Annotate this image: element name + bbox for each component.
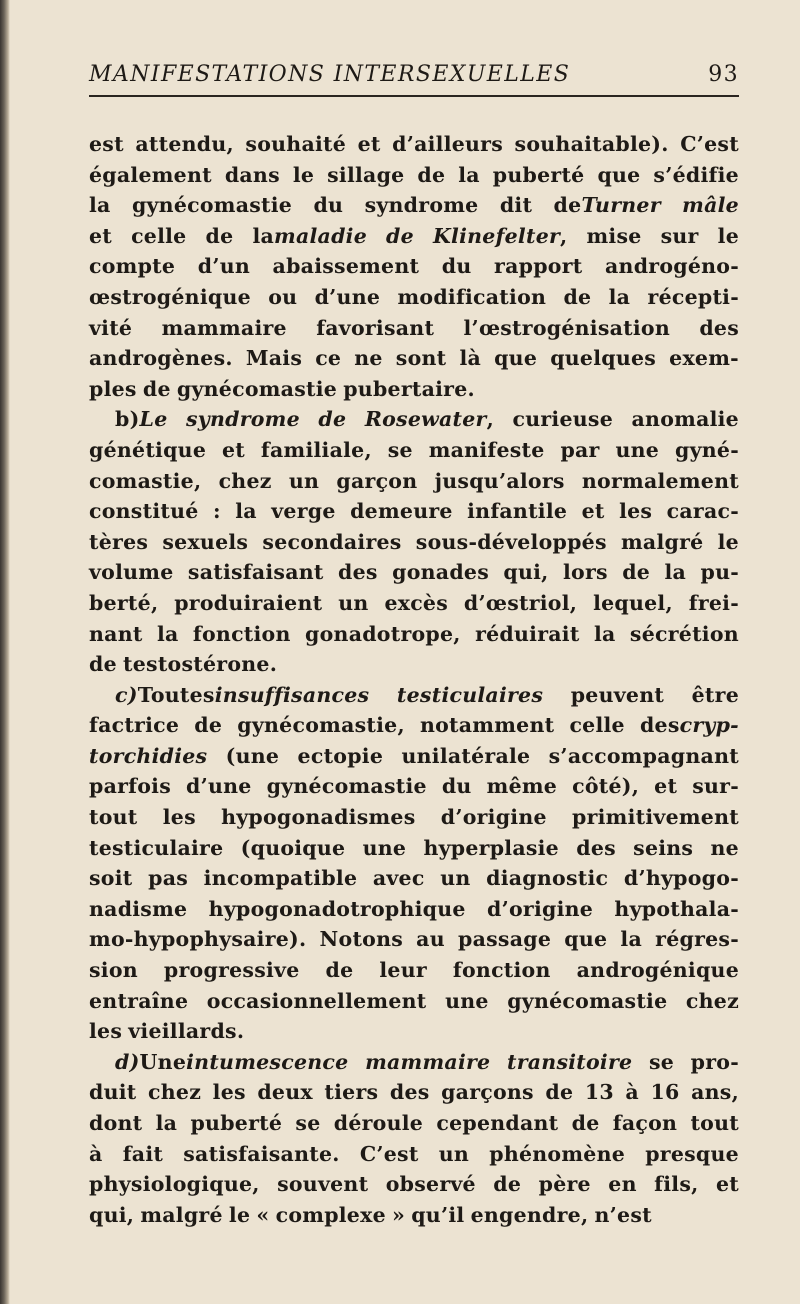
word: de	[545, 1080, 574, 1105]
word: les	[212, 1080, 246, 1105]
word: père	[538, 1172, 591, 1197]
word: deTurner	[553, 193, 661, 218]
text-line	[89, 1077, 739, 1108]
word: hypogonadotrophique	[208, 896, 466, 921]
word: curieuse	[512, 407, 614, 432]
text-line	[89, 1169, 739, 1200]
word: gynécomastie	[266, 774, 427, 799]
text-line	[89, 160, 739, 191]
word: de	[563, 284, 592, 309]
word: que	[494, 346, 538, 371]
word: syndrome	[364, 193, 479, 218]
word: gynécomastie	[131, 193, 293, 218]
word: garçons	[441, 1080, 534, 1105]
word: du	[313, 193, 344, 218]
word: récepti-	[647, 284, 739, 309]
word: manifeste	[428, 437, 545, 462]
text-line	[89, 129, 739, 160]
word: progressive	[163, 958, 300, 983]
word: seins	[633, 835, 694, 860]
word: factrice	[89, 713, 180, 738]
word: abaissement	[272, 254, 420, 279]
word: la	[664, 560, 687, 585]
word: exem-	[669, 346, 739, 371]
text-line	[89, 1200, 739, 1231]
book-page	[89, 62, 739, 1230]
word: satisfaisante.	[183, 1141, 340, 1166]
word: la	[620, 927, 642, 952]
word: Klinefelter,	[432, 223, 568, 248]
text-line	[89, 924, 739, 955]
word: puberté	[492, 162, 585, 187]
word: volume	[89, 560, 174, 585]
word: de	[194, 713, 223, 738]
word: demeure	[350, 499, 453, 524]
word: infantile	[467, 499, 568, 524]
word: des	[699, 315, 739, 340]
body-text	[89, 129, 739, 1230]
word: de	[386, 223, 414, 248]
word: chez	[148, 1080, 202, 1105]
word: s’accompagnant	[548, 743, 739, 768]
word: favorisant	[316, 315, 435, 340]
word: d’un	[197, 254, 251, 279]
text-line	[89, 771, 739, 802]
header-rule	[89, 95, 739, 97]
word: syndrome	[186, 407, 300, 432]
text-line	[89, 496, 739, 527]
word: »	[392, 1202, 406, 1227]
word: de	[622, 560, 651, 585]
word: du	[441, 254, 472, 279]
word: une	[445, 988, 489, 1013]
text-line	[89, 435, 739, 466]
word: pas	[148, 866, 189, 891]
word: un	[338, 590, 369, 615]
word: deux	[257, 1080, 313, 1105]
word: b)Le	[115, 407, 168, 432]
word: génétique	[89, 437, 207, 462]
text-line	[89, 374, 739, 405]
word: leur	[379, 958, 427, 983]
word: testostérone.	[123, 652, 278, 677]
word: diagnostic	[486, 866, 609, 891]
word: hypothala-	[614, 896, 739, 921]
word: gynécomastie,	[237, 713, 405, 738]
word: mise	[586, 223, 642, 248]
word: tout	[690, 1111, 739, 1135]
text-line	[89, 221, 739, 252]
word: d’origine	[440, 805, 547, 830]
word: hypogonadismes	[221, 805, 416, 830]
word: réduirait	[475, 621, 580, 646]
word: pro-	[690, 1049, 739, 1074]
word: testiculaires	[396, 682, 544, 707]
word: et	[222, 437, 246, 462]
word: ne	[354, 346, 383, 371]
word: la	[593, 621, 616, 646]
word: fonction	[192, 621, 291, 646]
text-line	[89, 1108, 739, 1139]
word: hyperplasie	[423, 835, 559, 860]
word: s’édifie	[653, 162, 739, 187]
word: produiraient	[174, 590, 323, 615]
word: les	[162, 805, 196, 830]
word: comastie,	[89, 468, 202, 493]
word: un	[440, 866, 471, 891]
word: nadisme	[89, 896, 188, 921]
word: qui,	[89, 1202, 135, 1227]
word: fait	[122, 1141, 164, 1166]
word: :	[212, 499, 221, 524]
word: du	[441, 774, 472, 799]
page-number: 93	[708, 62, 739, 87]
word: peuvent	[570, 682, 665, 707]
word: mammaire	[161, 315, 287, 340]
word: sécrétion	[629, 621, 739, 646]
word: tères	[89, 529, 149, 554]
word: verge	[271, 499, 336, 524]
word: le	[717, 529, 739, 554]
word: d’une	[314, 284, 381, 309]
word: secondaires	[262, 529, 402, 554]
word: vieillards.	[128, 1019, 245, 1044]
word: celle	[569, 713, 625, 738]
word: gyné-	[675, 437, 739, 462]
word: garçon	[336, 468, 418, 493]
text-line	[89, 710, 739, 741]
word: la	[89, 193, 111, 218]
word: sur	[660, 223, 699, 248]
word: par	[560, 437, 600, 462]
word: même	[486, 774, 558, 799]
text-line	[89, 466, 739, 497]
word: ectopie	[297, 743, 384, 768]
word: se	[648, 1049, 675, 1074]
text-line	[89, 588, 739, 619]
word: phénomène	[489, 1141, 626, 1166]
word: de	[571, 1111, 600, 1135]
text-line	[89, 251, 739, 282]
word: Mais	[245, 346, 303, 371]
text-line	[89, 557, 739, 588]
word: entraîne	[89, 988, 189, 1013]
word: la	[156, 621, 179, 646]
word: passage	[458, 927, 552, 952]
word: au	[416, 927, 445, 952]
word: que	[564, 927, 608, 952]
word: puberté	[190, 1111, 283, 1135]
word: être	[691, 682, 739, 707]
word: se	[295, 1111, 321, 1135]
word: torchidies	[89, 743, 208, 768]
word: modification	[397, 284, 547, 309]
text-line	[89, 863, 739, 894]
word: tout	[89, 805, 138, 830]
word: (une	[225, 743, 280, 768]
word: de	[89, 652, 117, 677]
word: rapport	[494, 254, 583, 279]
word: gynécomastie	[176, 376, 338, 401]
text-line	[89, 313, 739, 344]
text-line	[89, 282, 739, 313]
word: excès	[384, 590, 449, 615]
word: la	[608, 284, 631, 309]
word: et	[654, 774, 678, 799]
text-line	[89, 1139, 739, 1170]
word: déroule	[333, 1111, 424, 1135]
word: l’œstrogénisation	[463, 315, 670, 340]
word: malgré	[140, 1202, 223, 1227]
word: sur-	[692, 774, 739, 799]
word: dont	[89, 1111, 143, 1135]
word: de	[417, 162, 446, 187]
word: en	[608, 1172, 637, 1197]
word: côté),	[572, 774, 640, 799]
word: également	[89, 162, 212, 187]
word: souvent	[277, 1172, 369, 1197]
word: sillage	[327, 162, 405, 187]
word: pu-	[700, 560, 739, 585]
word: engendre,	[470, 1202, 589, 1227]
text-line	[89, 527, 739, 558]
word: une	[362, 835, 407, 860]
word: les	[89, 1019, 123, 1044]
word: «	[256, 1202, 270, 1227]
text-line	[89, 955, 739, 986]
word: occasionnellement	[206, 988, 427, 1013]
word: gonadotrope,	[305, 621, 461, 646]
word: presque	[645, 1141, 739, 1166]
text-line	[89, 802, 739, 833]
word: attendu,	[135, 132, 234, 156]
word: vité	[89, 315, 133, 340]
word: lors	[562, 560, 608, 585]
word: qu’il	[411, 1202, 465, 1227]
word: mammaire	[365, 1049, 491, 1074]
word: familiale,	[260, 437, 372, 462]
word: dit	[499, 193, 533, 218]
word: notamment	[419, 713, 555, 738]
word: fonction	[452, 958, 551, 983]
word: à	[89, 1141, 103, 1166]
text-line	[89, 680, 739, 711]
word: unilatérale	[401, 743, 531, 768]
word: incompatible	[203, 866, 358, 891]
word: et	[581, 499, 605, 524]
word: d’hypogo-	[623, 866, 739, 891]
word: un	[438, 1141, 470, 1166]
word: que	[597, 162, 641, 187]
word: Notons	[319, 927, 404, 952]
word: ans,	[691, 1080, 739, 1105]
word: androgénique	[576, 958, 739, 983]
word: mo-hypophysaire).	[89, 927, 307, 952]
word: fils,	[654, 1172, 699, 1197]
text-line	[89, 619, 739, 650]
word: la	[458, 162, 480, 187]
word: une	[615, 437, 660, 462]
word: C’est	[680, 132, 739, 156]
word: le	[292, 162, 315, 187]
word: testiculaire	[89, 835, 224, 860]
word: primitivement	[572, 805, 739, 830]
word: pubertaire.	[343, 376, 475, 401]
word: avec	[372, 866, 425, 891]
word: C’est	[359, 1141, 419, 1166]
word: malgré	[620, 529, 704, 554]
word: 16	[650, 1080, 680, 1105]
word: quelques	[550, 346, 657, 371]
word: androgènes.	[89, 346, 233, 371]
word: œstrogénique	[89, 284, 251, 309]
word: Rosewater,	[364, 407, 494, 432]
word: descryp-	[639, 713, 739, 738]
word: qui,	[503, 560, 549, 585]
word: observé	[385, 1172, 476, 1197]
text-line	[89, 894, 739, 925]
word: est	[89, 132, 124, 156]
text-line	[89, 986, 739, 1017]
word: nant	[89, 621, 143, 646]
word: constitué	[89, 499, 199, 524]
word: les	[619, 499, 653, 524]
word: androgéno-	[605, 254, 739, 279]
word: ou	[268, 284, 298, 309]
word: anomalie	[631, 407, 739, 432]
word: duit	[89, 1080, 137, 1105]
word: gynécomastie	[507, 988, 668, 1013]
word: des	[389, 1080, 430, 1105]
text-line	[89, 1016, 739, 1047]
word: dans	[224, 162, 280, 187]
word: un	[288, 468, 320, 493]
word: le	[717, 223, 739, 248]
word: et	[89, 223, 113, 248]
word: ce	[315, 346, 342, 371]
word: et	[357, 132, 381, 156]
word: se	[387, 437, 413, 462]
book-spine-shadow	[0, 0, 10, 1304]
word: et	[715, 1172, 739, 1197]
word: des	[338, 560, 378, 585]
word: c)Toutesinsuffisances	[115, 682, 370, 707]
word: de	[325, 958, 354, 983]
word: normalement	[581, 468, 739, 493]
word: compte	[89, 254, 176, 279]
word: celle	[131, 223, 187, 248]
word: souhaitable).	[514, 132, 669, 156]
word: tiers	[324, 1080, 379, 1105]
word: sont	[395, 346, 447, 371]
running-header	[89, 62, 739, 93]
word: gonades	[392, 560, 489, 585]
word: d’une	[186, 774, 252, 799]
word: de	[318, 407, 347, 432]
text-line	[89, 649, 739, 680]
word: sion	[89, 958, 138, 983]
word: la	[235, 499, 257, 524]
word: frei-	[688, 590, 739, 615]
word: de	[205, 223, 234, 248]
text-line	[89, 404, 739, 435]
word: n’est	[594, 1202, 652, 1227]
word: (quoique	[240, 835, 346, 860]
word: des	[576, 835, 616, 860]
running-title: MANIFESTATIONS INTERSEXUELLES	[89, 62, 571, 87]
word: sexuels	[162, 529, 249, 554]
word: sous-développés	[415, 529, 607, 554]
word: la	[155, 1111, 178, 1135]
word: cependant	[436, 1111, 559, 1135]
word: berté,	[89, 590, 159, 615]
text-line	[89, 833, 739, 864]
word: d’ailleurs	[392, 132, 504, 156]
word: là	[459, 346, 482, 371]
word: d’origine	[487, 896, 594, 921]
word: de	[142, 376, 171, 401]
word: ne	[710, 835, 739, 860]
word: jusqu’alors	[434, 468, 565, 493]
word: de	[493, 1172, 522, 1197]
word: souhaité	[245, 132, 347, 156]
text-line	[89, 741, 739, 772]
word: chez	[218, 468, 272, 493]
word: satisfaisant	[187, 560, 324, 585]
text-line	[89, 190, 739, 221]
word: 13	[584, 1080, 614, 1105]
word: soit	[89, 866, 133, 891]
word: carac-	[666, 499, 739, 524]
word: le	[228, 1202, 251, 1227]
word: ples	[89, 376, 137, 401]
word: façon	[612, 1111, 678, 1135]
word: transitoire	[506, 1049, 633, 1074]
word: lamaladie	[252, 223, 367, 248]
word: mâle	[682, 193, 739, 218]
word: à	[625, 1080, 639, 1105]
text-line	[89, 343, 739, 374]
word: lequel,	[593, 590, 673, 615]
word: chez	[685, 988, 739, 1013]
word: d)Uneintumescence	[115, 1049, 349, 1074]
word: complexe	[275, 1202, 386, 1227]
text-line	[89, 1047, 739, 1078]
word: parfois	[89, 774, 171, 799]
word: régres-	[655, 927, 739, 952]
word: d’œstriol,	[463, 590, 578, 615]
word: physiologique,	[89, 1172, 260, 1197]
